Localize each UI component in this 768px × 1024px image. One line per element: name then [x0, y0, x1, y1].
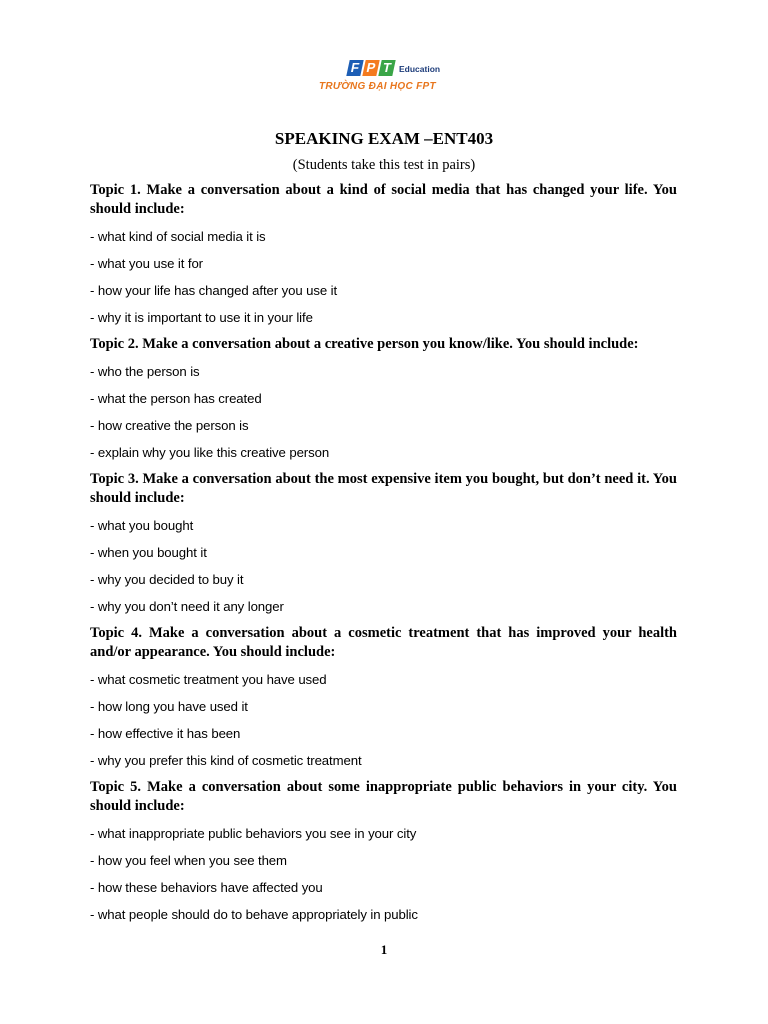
page-number: 1	[380, 942, 388, 957]
topic-item: - how long you have used it	[90, 699, 248, 714]
topic-item: - who the person is	[90, 364, 200, 379]
topic-item: - why you don’t need it any longer	[90, 599, 284, 614]
topic-block	[90, 624, 677, 770]
logo-education-text: Education	[399, 64, 441, 74]
topics-list	[90, 181, 677, 932]
topic-heading: Topic 1. Make a conversation about a kind of social media that has changed your life. You should include:	[90, 182, 677, 217]
fpt-education-logo	[319, 54, 458, 98]
topic-item: - what the person has created	[90, 391, 262, 406]
topic-block	[90, 335, 677, 462]
topic-item: - what you bought	[90, 518, 194, 533]
logo-mark	[348, 54, 458, 76]
topic-item: - when you bought it	[90, 545, 207, 560]
topic-heading: Topic 2. Make a conversation about a creative person you know/like. You should include:	[90, 336, 639, 352]
logo-letter-f: F	[346, 60, 363, 76]
exam-subtitle: (Students take this test in pairs)	[292, 157, 476, 173]
topic-item: - how effective it has been	[90, 726, 241, 741]
topic-item: - what kind of social media it is	[90, 229, 266, 244]
topic-block	[90, 778, 677, 924]
topic-heading: Topic 4. Make a conversation about a cosmetic treatment that has improved your health and/or appearance. You should include:	[90, 625, 677, 660]
topic-item: - why you decided to buy it	[90, 572, 244, 587]
exam-title: SPEAKING EXAM –ENT403	[274, 129, 494, 148]
topic-item: - what people should do to behave appropriately in public	[90, 907, 418, 922]
topic-item: - how these behaviors have affected you	[90, 880, 323, 895]
topic-item: - how creative the person is	[90, 418, 249, 433]
school-name: TRƯỜNG ĐẠI HỌC FPT	[319, 81, 436, 92]
topic-item: - explain why you like this creative person	[90, 445, 330, 460]
logo-letter-p: P	[362, 60, 379, 76]
topic-heading: Topic 5. Make a conversation about some inappropriate public behaviors in your city. You should include:	[90, 779, 677, 814]
topic-heading: Topic 3. Make a conversation about the most expensive item you bought, but don’t need it. You should include:	[90, 471, 677, 506]
logo-letter-t: T	[378, 60, 395, 76]
topic-item: - what you use it for	[90, 256, 203, 271]
topic-block	[90, 181, 677, 327]
topic-item: - what inappropriate public behaviors you see in your city	[90, 826, 417, 841]
topic-block	[90, 470, 677, 616]
topic-item: - how you feel when you see them	[90, 853, 287, 868]
topic-item: - what cosmetic treatment you have used	[90, 672, 327, 687]
topic-item: - why it is important to use it in your life	[90, 310, 313, 325]
topic-item: - how your life has changed after you use it	[90, 283, 338, 298]
topic-item: - why you prefer this kind of cosmetic treatment	[90, 753, 362, 768]
